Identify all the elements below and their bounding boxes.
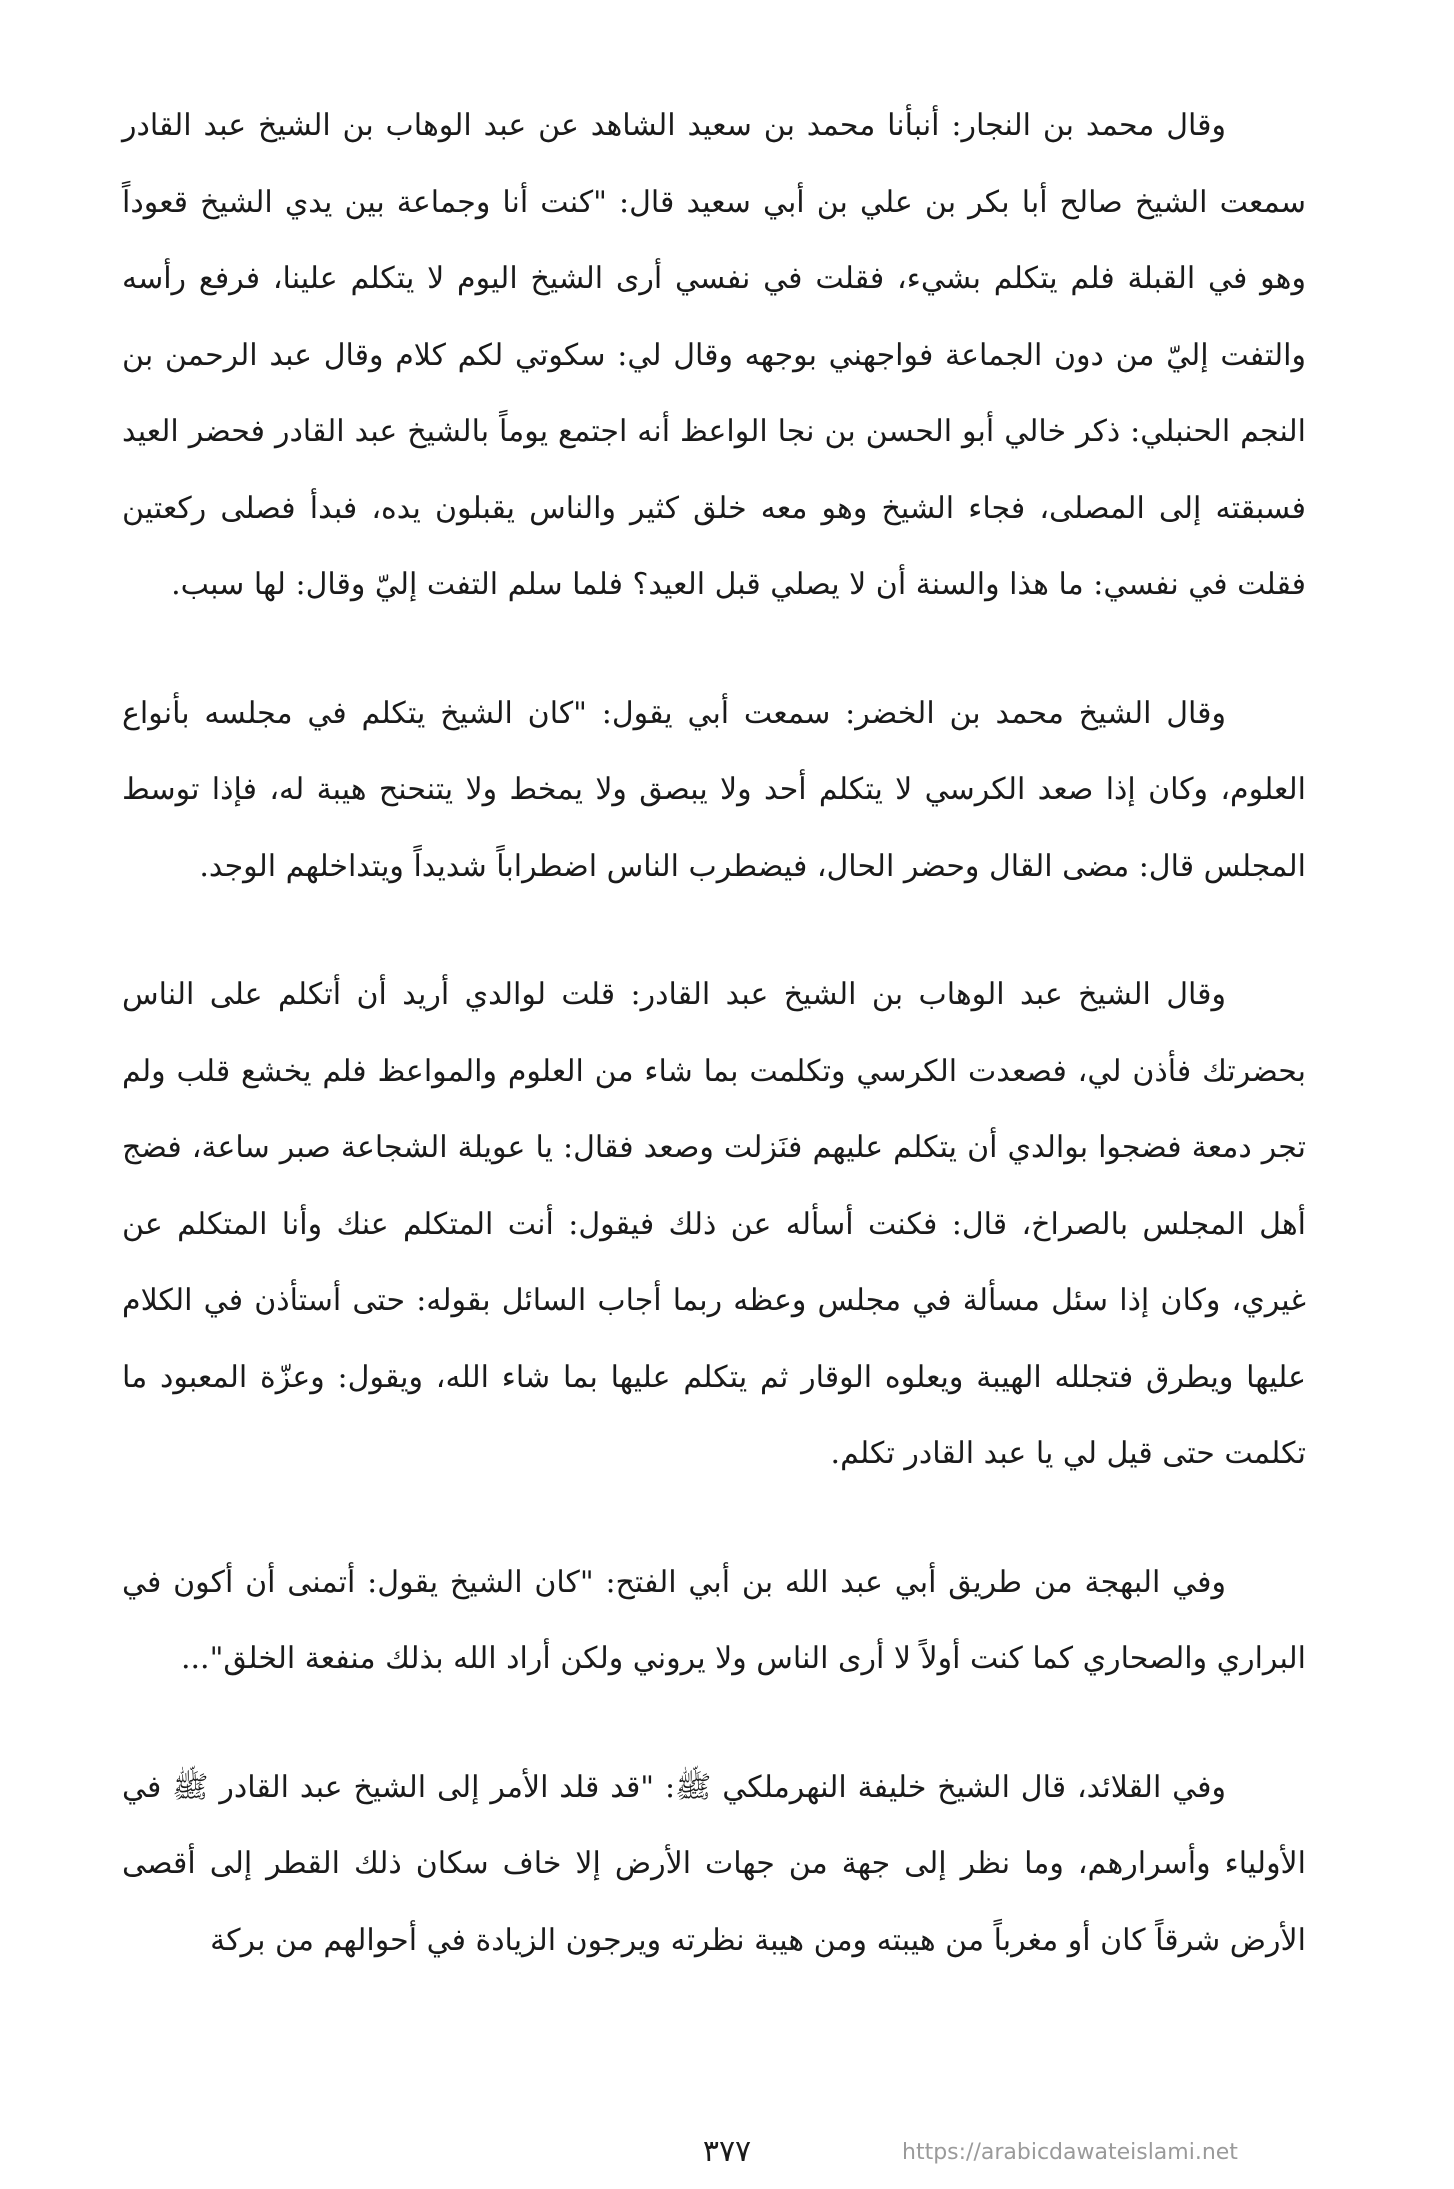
paragraph-ibn-khidr: وقال الشيخ محمد بن الخضر: سمعت أبي يقول: "كان الشيخ يتكلم في مجلسه بأنواع العلوم، وكان إذا صعد الكرسي لا يتكلم أحد ولا يبصق ولا يمخط ولا يتنحنح هيبة له، فإذا توسط المجلس قال: مضى القال وحضر الحال، فيضطرب الناس اضطراباً شديداً ويتداخلهم الوجد. [122,695,1306,884]
paragraph-qalaid: وفي القلائد، قال الشيخ خليفة النهرملكي ﷺ: "قد قلد الأمر إلى الشيخ عبد القادر ﷺ في الأولياء وأسرارهم، وما نظر إلى جهة من جهات الأرض إلا خاف سكان ذلك القطر إلى أقصى الأرض شرقاً كان أو مغرباً من هيبته ومن هيبة نظرته ويرجون الزيادة في أحوالهم من بركة [122,1769,1306,1958]
paragraph-ibn-najjar: وقال محمد بن النجار: أنبأنا محمد بن سعيد الشاهد عن عبد الوهاب بن الشيخ عبد القادر سمعت الشيخ صالح أبا بكر بن علي بن أبي سعيد قال: "كنت أنا وجماعة بين يدي الشيخ قعوداً وهو في القبلة فلم يتكلم بشيء، فقلت في نفسي أرى الشيخ اليوم لا يتكلم علينا، فرفع رأسه والتفت إليّ من دون الجماعة فواجهني بوجهه وقال لي: سكوتي لكم كلام وقال عبد الرحمن بن النجم الحنبلي: ذكر خالي أبو الحسن بن نجا الواعظ أنه اجتمع يوماً بالشيخ عبد القادر فحضر العيد فسبقته إلى المصلى، فجاء الشيخ وهو معه خلق كثير والناس يقبلون يده، فبدأ فصلى ركعتين فقلت في نفسي: ما هذا والسنة أن لا يصلي قبل العيد؟ فلما سلم التفت إليّ وقال: لها سبب. [122,108,1306,602]
site-url[interactable]: https://arabicdawateislami.net [902,2140,1238,2165]
paragraph-abdul-wahhab: وقال الشيخ عبد الوهاب بن الشيخ عبد القادر: قلت لوالدي أريد أن أتكلم على الناس بحضرتك فأذن لي، فصعدت الكرسي وتكلمت بما شاء من العلوم والمواعظ فلم يخشع قلب ولم تجر دمعة فضجوا بوالدي أن يتكلم عليهم فنَزلت وصعد فقال: يا عويلة الشجاعة صبر ساعة، فضج أهل المجلس بالصراخ، قال: فكنت أسأله عن ذلك فيقول: أنت المتكلم عنك وأنا المتكلم عن غيري، وكان إذا سئل مسألة في مجلس وعظه ربما أجاب السائل بقوله: حتى أستأذن في الكلام عليها ويطرق فتجلله الهيبة ويعلوه الوقار ثم يتكلم عليها بما شاء الله، ويقول: وعزّة المعبود ما تكلمت حتى قيل لي يا عبد القادر تكلم. [122,977,1307,1471]
page-content [122,88,1306,2031]
page-number: ٣٧٧ [702,2134,752,2169]
paragraph-bahja: وفي البهجة من طريق أبي عبد الله بن أبي الفتح: "كان الشيخ يقول: أتمنى أن أكون في البراري والصحاري كما كنت أولاً لا أرى الناس ولا يروني ولكن أراد الله بذلك منفعة الخلق"... [122,1564,1306,1676]
